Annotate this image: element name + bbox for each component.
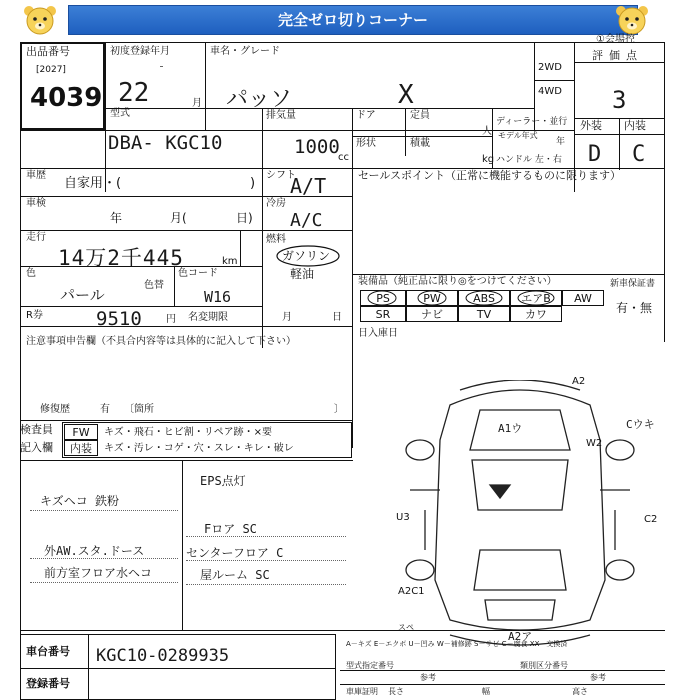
bear-mascot-icon [20, 4, 60, 36]
load-label: 積載 [410, 138, 430, 149]
score-label: 評価点 [592, 49, 643, 62]
inspector-items2: キズ・汚レ・コゲ・穴・スレ・キレ・破レ [104, 443, 294, 454]
reference-right: 参考 [590, 673, 606, 682]
mileage-label: 走行 [26, 232, 46, 243]
inspector-label: 検査員 [20, 423, 53, 436]
equip-navi: ナビ [406, 306, 458, 322]
type-label: 型式 [110, 108, 130, 119]
recycle-value: 9510 [96, 308, 142, 330]
lot-label: 出品番号 [26, 45, 70, 58]
shape-label: 形状 [356, 138, 376, 149]
record-label: 記入欄 [20, 441, 53, 454]
person-suffix: 人 [482, 126, 492, 137]
bear-mascot-icon [612, 4, 652, 36]
month-suffix: 月 [192, 98, 202, 109]
lot-number: 4039 [30, 83, 103, 113]
grade: X [398, 80, 414, 110]
history-label: 車歴 [26, 170, 46, 181]
inspection-year: 年 [110, 211, 123, 225]
mark-u3: U3 [396, 512, 410, 523]
equip-sr: SR [360, 306, 406, 322]
model-name-label: 車名・グレード [210, 46, 280, 57]
remark-right-2: Fロア SC [204, 522, 257, 536]
color-value: パール [60, 286, 105, 304]
auction-sheet [0, 34, 700, 700]
warranty-value: 有・無 [616, 301, 653, 315]
repair-close: 〕 [334, 404, 344, 415]
type-value: DBA- KGC10 [108, 132, 223, 154]
displacement-value: 1000 [294, 136, 340, 158]
interior-label: 内装 [624, 119, 646, 132]
color-shade-label: 色替 [144, 280, 164, 291]
repair-place: 〔箇所 [124, 404, 154, 415]
fuel-gasoline: ガソリン [282, 249, 331, 263]
history-close: ) [250, 176, 256, 191]
ac-value: A/C [290, 210, 323, 231]
mark-a2c1: A2C1 [398, 586, 425, 597]
yen-suffix: 円 [166, 314, 176, 325]
equip-leather: カワ [510, 306, 562, 322]
remark-right-1: EPS点灯 [200, 474, 246, 488]
first-reg-label: 初度登録年月 [110, 46, 170, 57]
capacity-label: 定員 [410, 110, 430, 121]
displacement-label: 排気量 [266, 110, 296, 121]
drive-2wd: 2WD [538, 62, 562, 73]
handle-label: ハンドル 左・右 [496, 155, 562, 165]
remark-left-1: キズヘコ 鉄粉 [40, 494, 119, 508]
name-change-day: 日 [332, 312, 342, 323]
repair-label: 修復歴 [40, 404, 70, 415]
inspector-items: キズ・飛石・ヒビ割・リペア跡・×要 [104, 427, 272, 438]
exterior-label: 外装 [580, 119, 602, 132]
score-value: 3 [612, 86, 627, 114]
mark-a2-top: A2 [572, 376, 586, 387]
equipment-label: 装備品（純正品に限り◎をつけてください） [358, 276, 557, 287]
history-value: 自家用・( [64, 176, 122, 191]
interior-cell: 内装 [64, 440, 98, 456]
fw-cell: FW [64, 424, 98, 440]
chassis-label: 車台番号 [26, 645, 70, 658]
reference-left: 参考 [420, 673, 436, 682]
mileage-unit: km [222, 256, 238, 267]
ac-label: 冷房 [266, 198, 286, 209]
height-label: 高さ [572, 687, 588, 696]
garage-cert: 車庫証明 [346, 687, 378, 696]
name-change-label: 名変期限 [188, 312, 228, 323]
mark-c2: C2 [644, 514, 658, 525]
door-label: ドア [356, 110, 376, 121]
drive-4wd: 4WD [538, 86, 562, 97]
inspection-day: 日) [236, 211, 253, 225]
reg-label: 登録番号 [26, 677, 70, 690]
color-code-value: W16 [204, 288, 232, 306]
venue-copy: ①会場控 [596, 34, 635, 45]
remark-right-3: センターフロア C [186, 546, 284, 560]
length-label: 長さ [388, 687, 404, 696]
mileage-value: 14万2千445 [58, 246, 184, 270]
equip-abs: ABS [458, 290, 510, 306]
remark-left-3: 前方室フロア水ヘコ [44, 566, 153, 580]
mark-a1: A1ウ [498, 422, 523, 435]
equip-pw: PW [406, 290, 458, 306]
dealer-label: ディーラー・並行 [496, 117, 568, 127]
color-label: 色 [26, 268, 36, 279]
chassis-value: KGC10-0289935 [96, 646, 230, 666]
model-year-label: モデル年式 [498, 131, 538, 140]
kg-unit: kg [482, 154, 495, 165]
remark-right-4: 屋ルーム SC [200, 568, 270, 582]
recycle-label: R券 [26, 310, 43, 321]
legend: A－キズ E－エクボ U－凹み W－補修跡 S－サビ C－腐食 XX－交換済 [346, 640, 568, 648]
equip-airbag: エアB [510, 290, 562, 306]
cc-unit: cc [338, 152, 349, 163]
width-label: 幅 [482, 687, 490, 696]
fuel-label: 燃料 [266, 234, 286, 245]
fuel-light-oil: 軽油 [290, 267, 315, 281]
banner [0, 0, 700, 38]
sales-point-label: セールスポイント（正常に機能するものに限ります） [358, 169, 622, 182]
color-code-label: 色コード [178, 268, 218, 279]
equip-ps: PS [360, 290, 406, 306]
mark-spare: スペ [398, 623, 414, 632]
gasoline-circle-mark [274, 244, 342, 268]
inspection-month: 月( [170, 211, 187, 225]
class-label: 類別区分番号 [520, 661, 568, 670]
mark-w2: W2 [586, 438, 603, 449]
repair-value: 有 [100, 404, 110, 415]
exterior-grade: D [588, 142, 602, 167]
first-reg-year: 22 [118, 78, 150, 108]
mark-c-float: Cウキ [626, 418, 655, 431]
equip-tv: TV [458, 306, 510, 322]
inspection-label: 車検 [26, 198, 46, 209]
notes-label: 注意事項申告欄（不具合内容等は具体的に記入して下さい） [26, 336, 296, 347]
shift-label: シフト [266, 170, 296, 181]
equipment-circle-marks [360, 288, 610, 324]
year-suffix: 年 [556, 137, 566, 147]
interior-grade: C [632, 142, 646, 167]
warranty-label: 新車保証書 [610, 279, 656, 289]
type-cert-label: 型式指定番号 [346, 661, 394, 670]
shift-value: A/T [290, 174, 327, 198]
equip-aw: AW [562, 290, 604, 306]
remark-left-2: 外AW.スタ.ドース [44, 544, 145, 558]
mark-a2a: A2ア [508, 630, 533, 643]
model-name: パッソ [226, 87, 293, 112]
banner-title: 完全ゼロ切りコーナー [68, 5, 638, 35]
name-change-month: 月 [282, 312, 292, 323]
chassis-box [20, 634, 336, 700]
lot-year: [2027] [36, 65, 66, 75]
delivery-label: 日入庫日 [358, 328, 398, 339]
